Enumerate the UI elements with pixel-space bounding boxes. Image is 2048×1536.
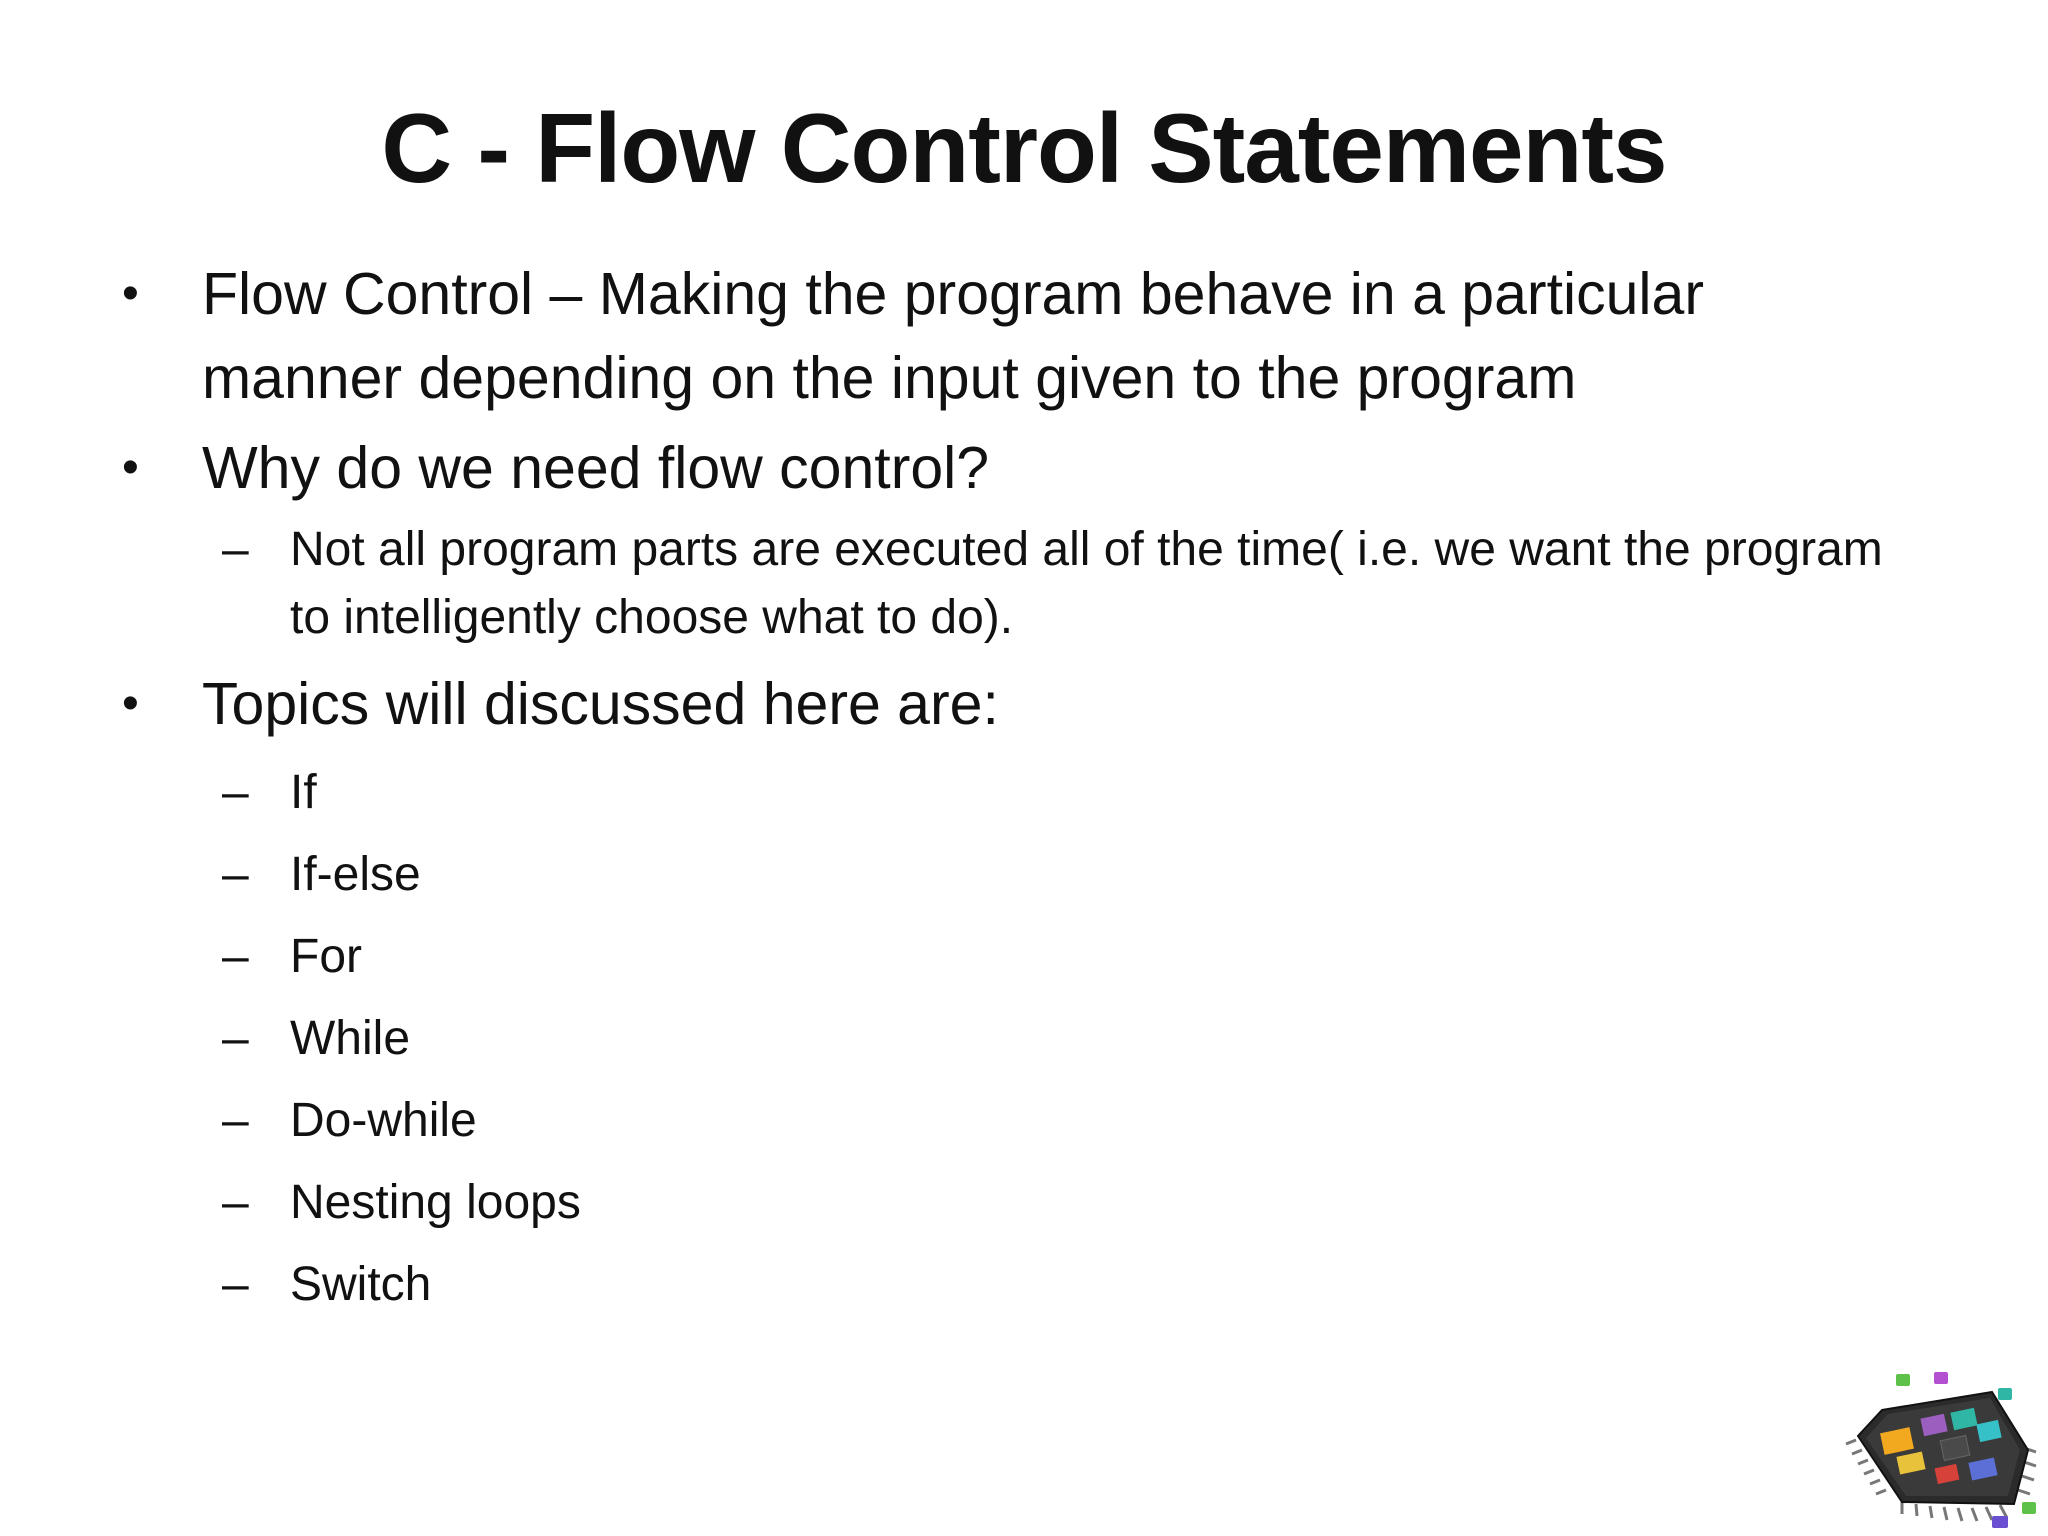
dash-glyph: – <box>222 766 249 819</box>
bullet-text: Topics will discussed here are: <box>202 671 999 737</box>
topic-list <box>118 752 1918 1326</box>
topic-text: For <box>290 930 362 983</box>
bullet-item <box>118 252 1918 420</box>
sub-bullet-list <box>118 516 1918 652</box>
sub-bullet-item <box>118 516 1918 652</box>
topic-text: While <box>290 1012 411 1065</box>
bullet-glyph: • <box>122 267 139 320</box>
dash-glyph: – <box>222 523 249 576</box>
topic-item <box>118 916 1918 998</box>
dash-glyph: – <box>222 1094 249 1147</box>
dash-glyph: – <box>222 1012 249 1065</box>
bullet-text: Flow Control – Making the program behave in a particular manner depending on the input given to the program <box>202 261 1704 411</box>
sub-bullet-text: Not all program parts are executed all of the time( i.e. we want the program to intelligently choose what to do). <box>290 523 1883 644</box>
microchip-icon <box>1842 1370 2042 1530</box>
topic-item <box>118 752 1918 834</box>
dash-glyph: – <box>222 1176 249 1229</box>
bullet-glyph: • <box>122 441 139 494</box>
topic-text: Switch <box>290 1258 432 1311</box>
topic-text: Do-while <box>290 1094 477 1147</box>
topic-text: Nesting loops <box>290 1176 581 1229</box>
topic-item <box>118 998 1918 1080</box>
bullet-item <box>118 662 1918 746</box>
topic-item <box>118 1080 1918 1162</box>
bullet-item <box>118 426 1918 510</box>
dash-glyph: – <box>222 930 249 983</box>
slide-title: C - Flow Control Statements <box>381 93 1667 203</box>
bullet-text: Why do we need flow control? <box>202 435 990 501</box>
topic-item <box>118 834 1918 916</box>
dash-glyph: – <box>222 1258 249 1311</box>
topic-item <box>118 1162 1918 1244</box>
topic-item <box>118 1244 1918 1326</box>
topic-text: If-else <box>290 848 421 901</box>
dash-glyph: – <box>222 848 249 901</box>
bullet-glyph: • <box>122 677 139 730</box>
bullet-list <box>118 252 1918 1336</box>
topic-text: If <box>290 766 317 819</box>
